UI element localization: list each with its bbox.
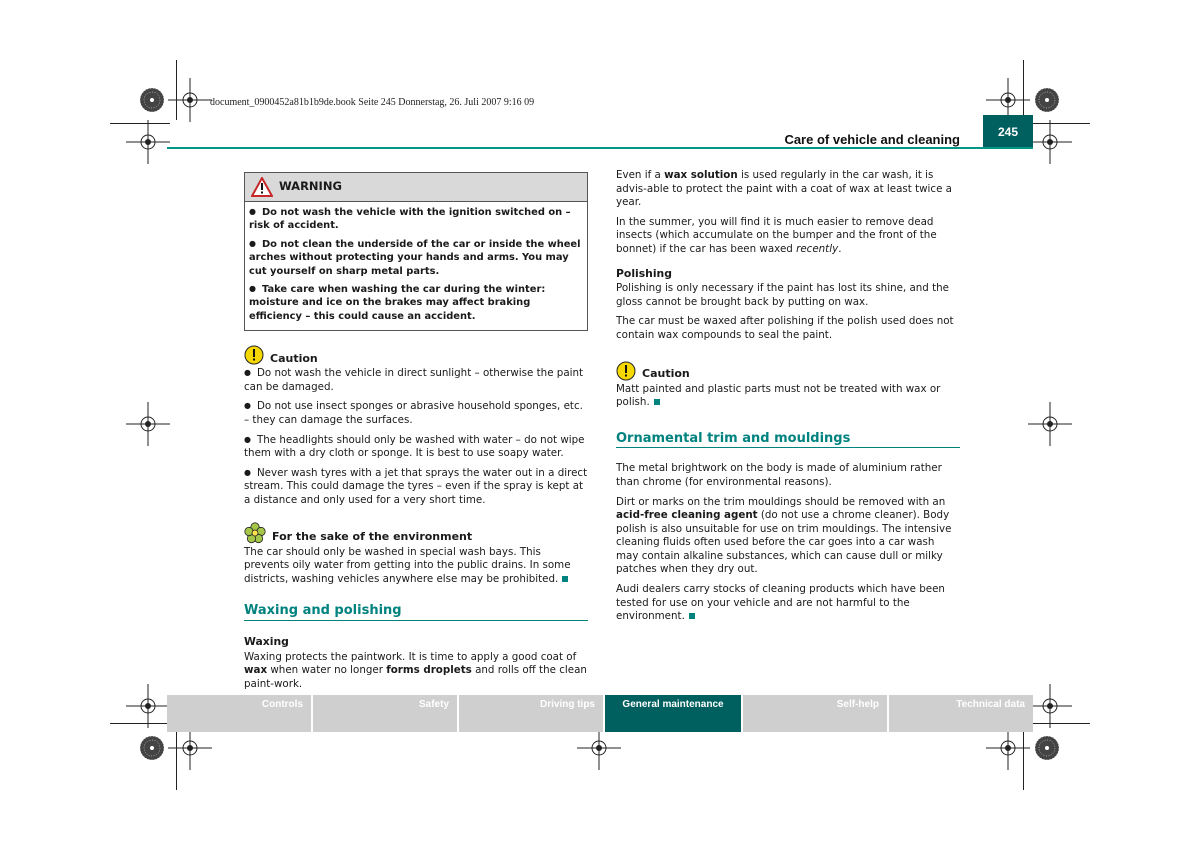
tab-self-help[interactable]: Self-help [743, 695, 889, 732]
subtitle-polishing: Polishing [616, 266, 672, 280]
warning-title: WARNING [279, 179, 342, 194]
caution-item: ● Do not use insect sponges or abrasive household sponges, etc. – they can damage the surfaces. [244, 400, 588, 427]
caution-icon [616, 361, 636, 381]
waxing-paragraph: Waxing protects the paintwork. It is time to apply a good coat of wax when water no longer forms droplets and rolls off the clean paint-work. [244, 650, 587, 690]
polishing-paragraph: The car must be waxed after polishing if the polish used does not contain wax compounds to seal the paint. [616, 315, 954, 341]
page-number: 245 [983, 115, 1033, 149]
caution-header [244, 345, 588, 365]
environment-title: For the sake of the environment [272, 530, 473, 543]
trim-paragraph: The metal brightwork on the body is made of aluminium rather than chrome (for environmental reasons). [616, 462, 942, 488]
caution-title: Caution [642, 366, 690, 380]
tab-safety[interactable]: Safety [313, 695, 459, 732]
tab-controls[interactable]: Controls [167, 695, 313, 732]
page-title: Care of vehicle and cleaning [784, 132, 960, 147]
right-column [616, 169, 960, 630]
caution-item: ● Do not wash the vehicle in direct sunlight – otherwise the paint can be damaged. [244, 367, 588, 394]
warning-box [244, 172, 588, 331]
subtitle-waxing: Waxing [244, 634, 289, 648]
warning-header [245, 173, 587, 202]
warning-item: ● Do not wash the vehicle with the ignition switched on – risk of accident. [249, 206, 583, 233]
section-title-waxing: Waxing and polishing [244, 604, 588, 621]
caution-title: Caution [270, 351, 318, 365]
polishing-paragraph: Polishing is only necessary if the paint has lost its shine, and the gloss cannot be brought back by putting on wax. [616, 282, 950, 308]
environment-header [244, 522, 588, 544]
header-rule [167, 147, 1033, 149]
flower-environment-icon [244, 522, 266, 544]
end-of-section-marker [654, 399, 660, 405]
warning-body [245, 202, 587, 330]
environment-text: The car should only be washed in special wash bays. This prevents oily water from getting into the public drains. In some districts, washing vehicles anywhere else may be prohibited. [244, 545, 571, 585]
caution-text: Matt painted and plastic parts must not be treated with wax or polish. [616, 382, 941, 409]
warning-item: ● Take care when washing the car during the winter: moisture and ice on the brakes may affect braking efficiency – this could cause an accident. [249, 283, 583, 323]
warning-item: ● Do not clean the underside of the car or inside the wheel arches without protecting your hands and arms. You may cut yourself on sharp metal parts. [249, 238, 583, 278]
document-file-info: document_0900452a81b1b9de.book Seite 245 Donnerstag, 26. Juli 2007 9:16 09 [210, 97, 535, 108]
caution-item: ● The headlights should only be washed with water – do not wipe them with a dry cloth or sponge. It is best to use soapy water. [244, 434, 588, 461]
section-title-trim: Ornamental trim and mouldings [616, 432, 960, 449]
waxing-paragraph: In the summer, you will find it is much easier to remove dead insects (which accumulate on the bumper and the front of the bonnet) if the car has been waxed recently. [616, 215, 937, 255]
end-of-section-marker [689, 613, 695, 619]
tab-technical-data[interactable]: Technical data [889, 695, 1033, 732]
caution-item: ● Never wash tyres with a jet that sprays the water out in a direct stream. This could damage the tyres – even if the spray is kept at a distance and only used for a very short time. [244, 467, 588, 508]
trim-paragraph: Audi dealers carry stocks of cleaning products which have been tested for use on your vehicle and are not harmful to the environment. [616, 583, 945, 623]
end-of-section-marker [562, 576, 568, 582]
trim-paragraph: Dirt or marks on the trim mouldings should be removed with an acid-free cleaning agent (do not use a chrome cleaner). Body polish is also unsuitable for use on trim mouldings. The intensive cleaning fluids often used before the car goes into a car wash may contain alkaline substances, which can cause dull or milky patches when they dry out. [616, 495, 952, 576]
caution-icon [244, 345, 264, 365]
chapter-tab-bar [167, 695, 1033, 732]
tab-driving-tips[interactable]: Driving tips [459, 695, 605, 732]
waxing-paragraph: Even if a wax solution is used regularly in the car wash, it is advis-able to protect the paint with a coat of wax at least twice a year. [616, 169, 952, 209]
tab-general-maintenance[interactable]: General maintenance [605, 695, 743, 732]
warning-triangle-icon [251, 177, 273, 197]
caution-header [616, 361, 960, 381]
left-column [244, 172, 588, 697]
